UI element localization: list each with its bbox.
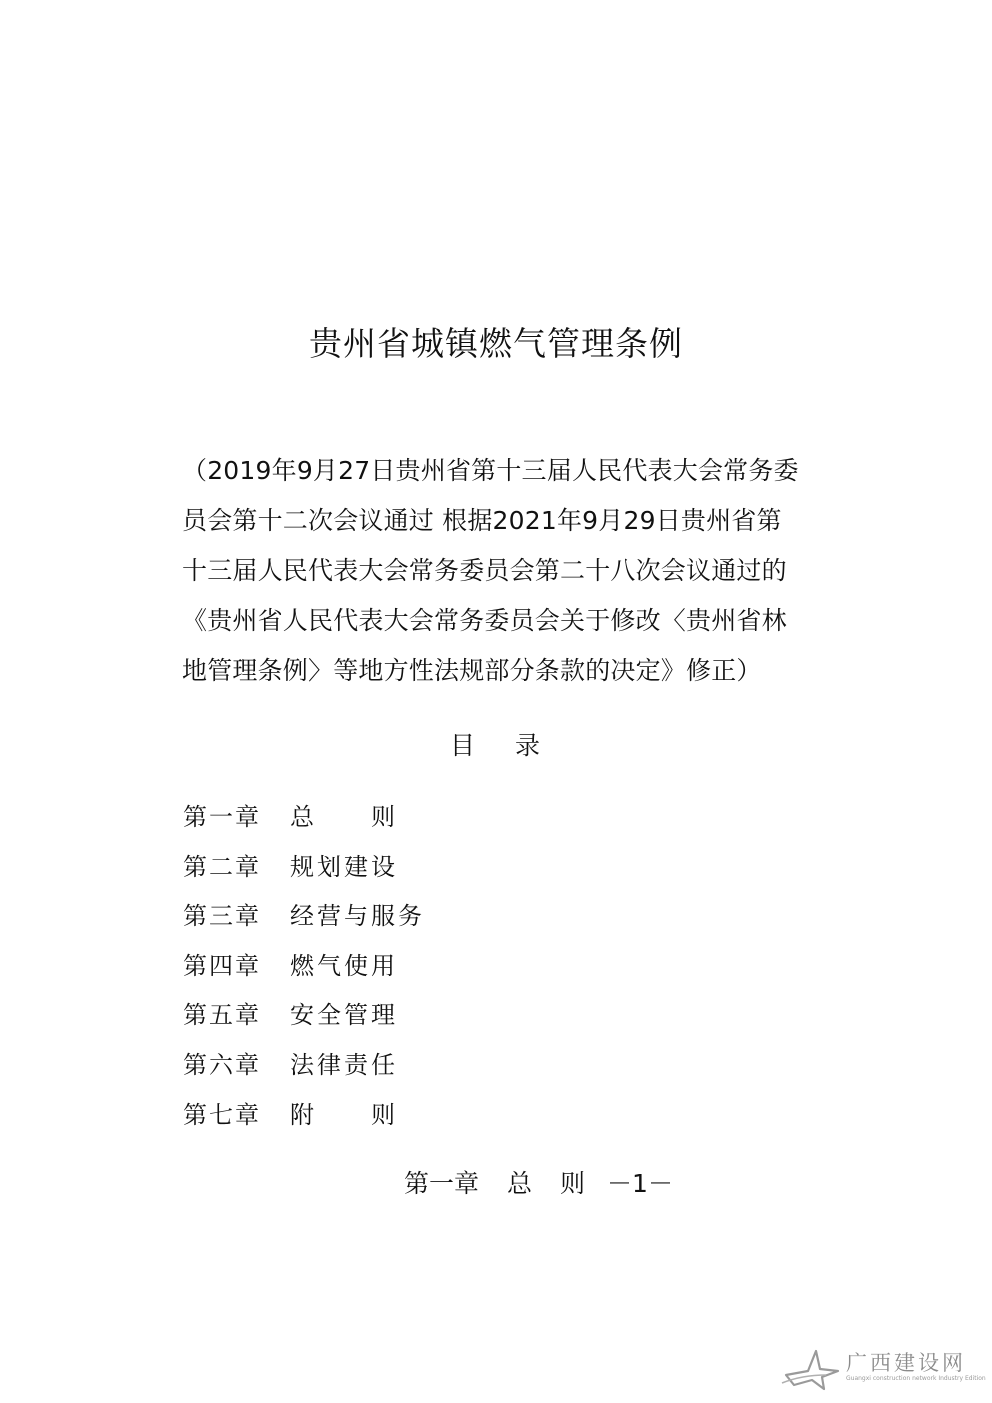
preamble-line: （2019年9月27日贵州省第十三届人民代表大会常务委 (182, 456, 799, 485)
toc-chapter-number: 第五章 (183, 1001, 261, 1030)
toc-chapter-number: 第二章 (183, 852, 261, 881)
toc-heading (0, 726, 992, 762)
preamble (182, 446, 828, 696)
toc-chapter-title: 经营与服务 (290, 902, 425, 931)
document-title: 贵州省城镇燃气管理条例 (309, 324, 683, 363)
toc-chapter-title: 法律责任 (290, 1050, 398, 1079)
toc-chapter-title: 总 则 (290, 803, 398, 831)
star-logo-icon (780, 1345, 842, 1391)
toc-chapter-title: 燃气使用 (290, 951, 398, 980)
chapter-heading-title-b: 则 (560, 1169, 586, 1198)
watermark-site-name: 广西建设网 (846, 1351, 966, 1375)
toc-chapter-number: 第一章 (183, 803, 261, 831)
toc-entry (183, 843, 425, 893)
toc-chapter-number: 第七章 (183, 1100, 261, 1129)
preamble-line: 十三届人民代表大会常务委员会第二十八次会议通过的 (182, 556, 787, 585)
toc-chapter-number: 第四章 (183, 951, 261, 980)
watermark-subtitle: Guangxi construction network Industry Edition (846, 1375, 986, 1382)
table-of-contents (183, 793, 425, 1140)
toc-entry (183, 793, 425, 843)
chapter-heading (404, 1164, 673, 1200)
toc-entry (183, 942, 425, 992)
preamble-line: 员会第十二次会议通过 根据2021年9月29日贵州省第 (182, 506, 782, 535)
toc-entry (183, 892, 425, 942)
preamble-line: 《贵州省人民代表大会常务委员会关于修改〈贵州省林 (182, 606, 787, 635)
toc-entry (183, 991, 425, 1041)
watermark (780, 1345, 986, 1395)
toc-chapter-number: 第三章 (183, 902, 261, 931)
preamble-line: 地管理条例〉等地方性法规部分条款的决定》修正） (182, 656, 762, 685)
toc-chapter-title: 附 则 (290, 1100, 398, 1129)
toc-entry (183, 1091, 425, 1141)
toc-entry (183, 1041, 425, 1091)
page-number: －1－ (607, 1169, 673, 1198)
toc-chapter-title: 安全管理 (290, 1001, 398, 1030)
toc-heading-left: 目 (449, 731, 477, 760)
chapter-heading-number: 第一章 (404, 1169, 480, 1198)
chapter-heading-title-a: 总 (507, 1169, 533, 1198)
toc-heading-right: 录 (515, 731, 543, 760)
toc-chapter-number: 第六章 (183, 1050, 261, 1079)
toc-chapter-title: 规划建设 (290, 852, 398, 881)
